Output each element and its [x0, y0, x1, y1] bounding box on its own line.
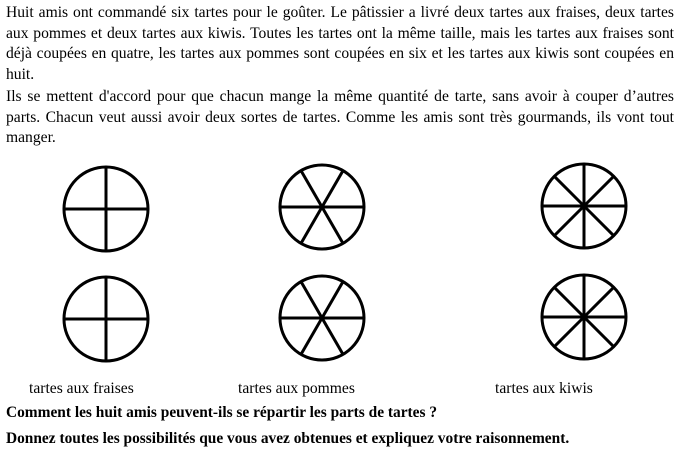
question-2: Donnez toutes les possibilités que vous avez obtenues et expliquez votre raisonnement.	[6, 430, 570, 447]
slice-cut	[301, 282, 322, 318]
pie-strawberry-2	[61, 274, 151, 364]
slice-cut	[301, 171, 322, 207]
pie-apple-2	[277, 273, 367, 363]
slice-cut	[584, 287, 614, 317]
caption-kiwi: tartes aux kiwis	[495, 380, 593, 397]
caption-apple: tartes aux pommes	[238, 380, 355, 397]
slice-cut	[322, 318, 343, 354]
slice-cut	[322, 282, 343, 318]
problem-paragraph-2: Ils se mettent d'accord pour que chacun mange la même quantité de tarte, sans avoir à couper d’autres parts. Chacun veut aussi avoir deux sortes de tartes. Comme les amis sont très gourmands, ils vont tout manger.	[6, 88, 674, 147]
slice-cut	[554, 317, 584, 347]
slice-cut	[301, 207, 322, 243]
pie-apple-1	[277, 162, 367, 252]
slice-cut	[322, 171, 343, 207]
slice-cut	[584, 176, 614, 206]
slice-cut	[554, 287, 584, 317]
pie-strawberry-1	[61, 164, 151, 254]
slice-cut	[584, 206, 614, 236]
slice-cut	[554, 206, 584, 236]
slice-cut	[322, 207, 343, 243]
pie-kiwi-1	[539, 161, 629, 251]
question-1: Comment les huit amis peuvent-ils se répartir les parts de tartes ?	[6, 404, 438, 421]
slice-cut	[584, 317, 614, 347]
caption-strawberry: tartes aux fraises	[29, 380, 134, 397]
slice-cut	[554, 176, 584, 206]
pie-kiwi-2	[539, 272, 629, 362]
problem-paragraph-1: Huit amis ont commandé six tartes pour le goûter. Le pâtissier a livré deux tartes aux fraises, deux tartes aux pommes et deux tartes aux kiwis. Toutes les tartes ont la même taille, mais les tartes aux fraises sont déjà coupées en quatre, les tartes aux pommes sont coupées en six et les tartes aux kiwis sont coupées en huit.	[6, 4, 674, 83]
slice-cut	[301, 318, 322, 354]
